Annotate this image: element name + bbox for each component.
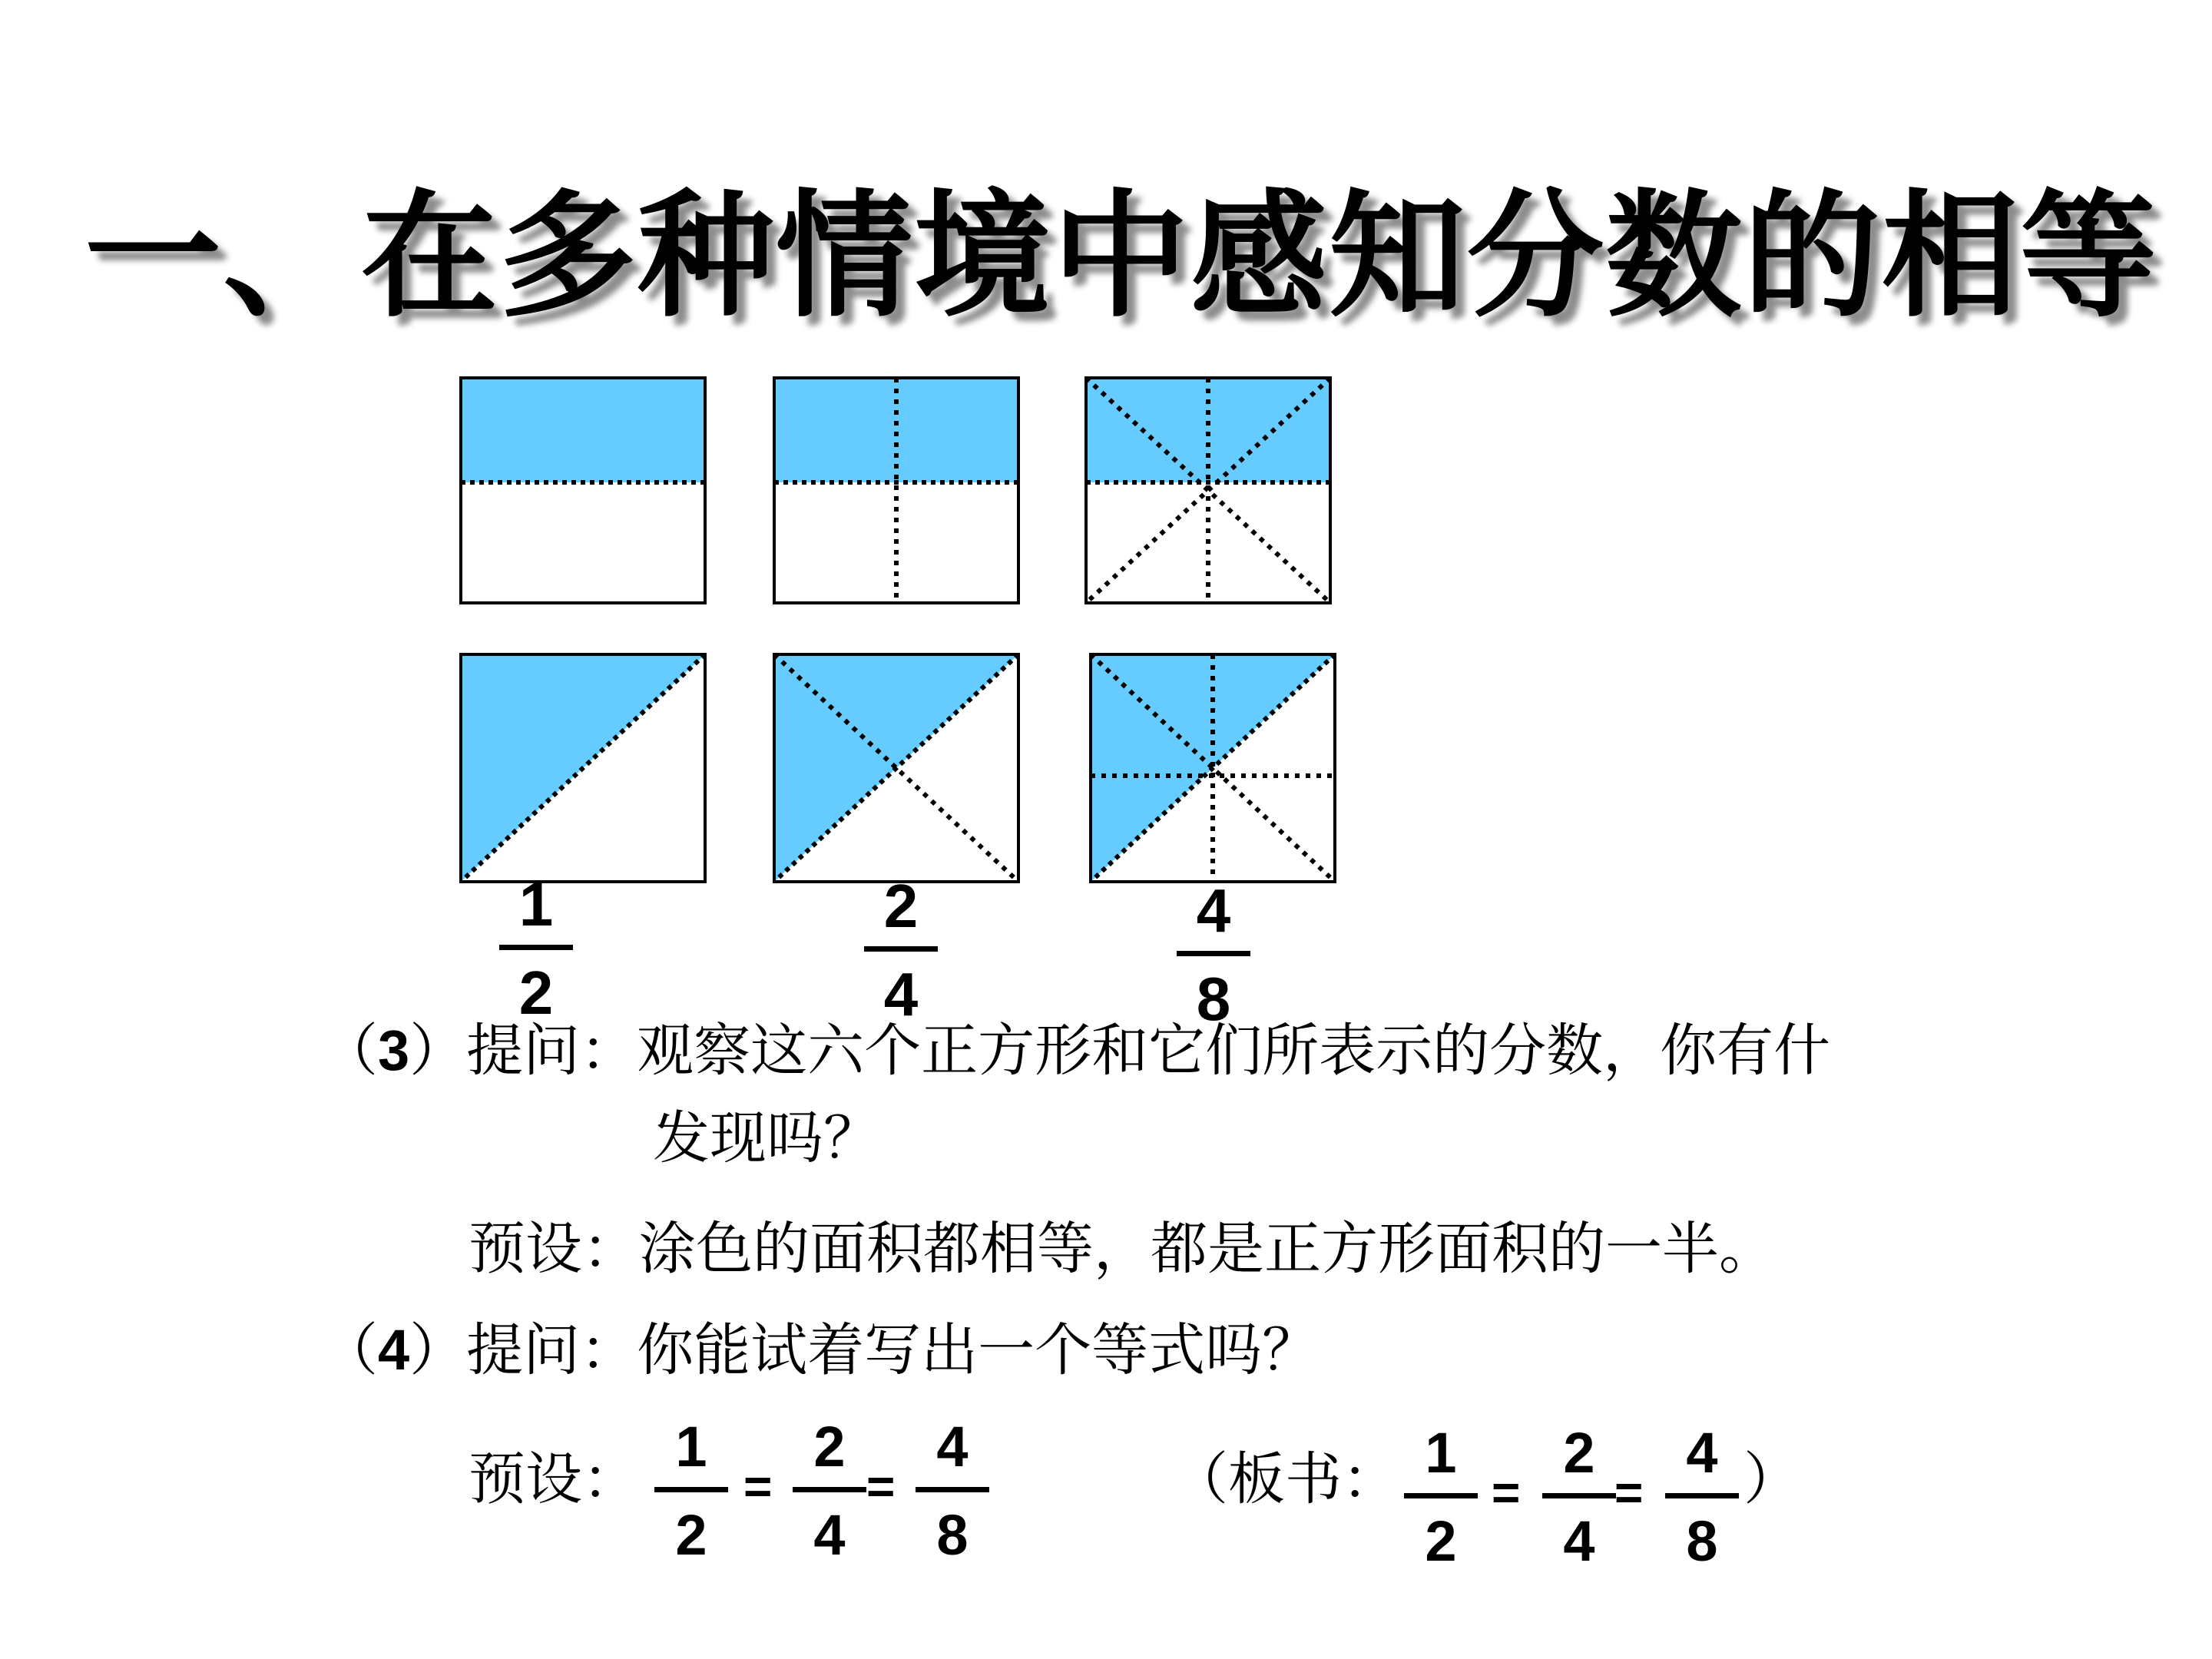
equals-sign: = xyxy=(743,1459,773,1514)
square-2-4-horizontal xyxy=(774,378,1018,603)
q3-text-line1: 观察这六个正方形和它们所表示的分数，你有什 xyxy=(637,1018,1831,1084)
numerator: 4 xyxy=(936,1415,969,1479)
numerator: 1 xyxy=(675,1415,707,1479)
fraction-bar xyxy=(499,945,573,950)
denominator: 4 xyxy=(1563,1509,1595,1573)
board-label: （板书： xyxy=(1171,1446,1399,1512)
fraction-bar xyxy=(916,1487,989,1492)
numerator: 2 xyxy=(813,1415,846,1479)
numerator: 1 xyxy=(1425,1421,1457,1485)
square-2-4-diagonal xyxy=(774,654,1018,882)
board-fraction-1-2 xyxy=(1387,1418,1495,1577)
denominator: 2 xyxy=(1425,1509,1457,1573)
square-4-8-diagonal xyxy=(1091,654,1335,882)
fraction-bar xyxy=(864,946,938,952)
numerator: 1 xyxy=(518,870,554,939)
equals-sign: = xyxy=(1614,1465,1644,1520)
numerator: 2 xyxy=(883,872,919,940)
numerator: 4 xyxy=(1686,1421,1718,1485)
square-1-2-horizontal xyxy=(461,378,705,603)
denominator: 8 xyxy=(1686,1509,1718,1573)
q3-answer xyxy=(469,1214,1776,1285)
denominator: 4 xyxy=(883,960,919,1028)
q4-question: （4）提问：你能试着写出一个等式吗？ xyxy=(321,1317,1320,1383)
square-1-2-diagonal xyxy=(461,654,705,882)
q4-answer-label: 预设： xyxy=(469,1446,639,1512)
answer-fraction-4-8 xyxy=(899,1412,1006,1571)
fraction-bar xyxy=(654,1487,728,1492)
equals-sign: = xyxy=(1492,1465,1521,1520)
q3-text-line2: 发现吗？ xyxy=(653,1105,880,1171)
q3-answer-text: 涂色的面积都相等，都是正方形面积的一半。 xyxy=(639,1216,1776,1282)
denominator: 2 xyxy=(518,959,554,1027)
answer-fraction-1-2 xyxy=(637,1412,745,1571)
q4-label: 提问： xyxy=(466,1317,637,1383)
fraction-bar xyxy=(1404,1493,1478,1498)
denominator: 2 xyxy=(675,1503,707,1567)
denominator: 8 xyxy=(1196,965,1231,1033)
board-close: ） xyxy=(1743,1446,1800,1512)
q3-number: 3 xyxy=(378,1018,410,1082)
denominator: 8 xyxy=(936,1503,969,1567)
page-title: 一、在多种情境中感知分数的相等 xyxy=(84,177,2158,336)
fraction-bar xyxy=(793,1487,866,1492)
figure-fraction-1-2 xyxy=(482,869,590,1028)
q3-question: （3）提问：观察这六个正方形和它们所表示的分数，你有什 xyxy=(321,1018,1831,1084)
numerator: 4 xyxy=(1196,876,1231,945)
figure-fraction-2-4 xyxy=(847,871,955,1030)
fraction-bar xyxy=(1177,951,1250,956)
equals-sign: = xyxy=(866,1459,896,1514)
fraction-bar xyxy=(1665,1493,1739,1498)
q4-text: 你能试着写出一个等式吗？ xyxy=(637,1317,1320,1383)
square-4-8-horizontal xyxy=(1086,378,1330,603)
board-fraction-4-8 xyxy=(1648,1418,1756,1577)
q3-label: 提问： xyxy=(466,1018,637,1084)
q4-number: 4 xyxy=(378,1318,410,1382)
denominator: 4 xyxy=(813,1503,846,1567)
figure-fraction-4-8 xyxy=(1160,876,1267,1035)
numerator: 2 xyxy=(1563,1421,1595,1485)
fraction-bar xyxy=(1542,1493,1616,1498)
q3-answer-label: 预设： xyxy=(469,1216,639,1282)
